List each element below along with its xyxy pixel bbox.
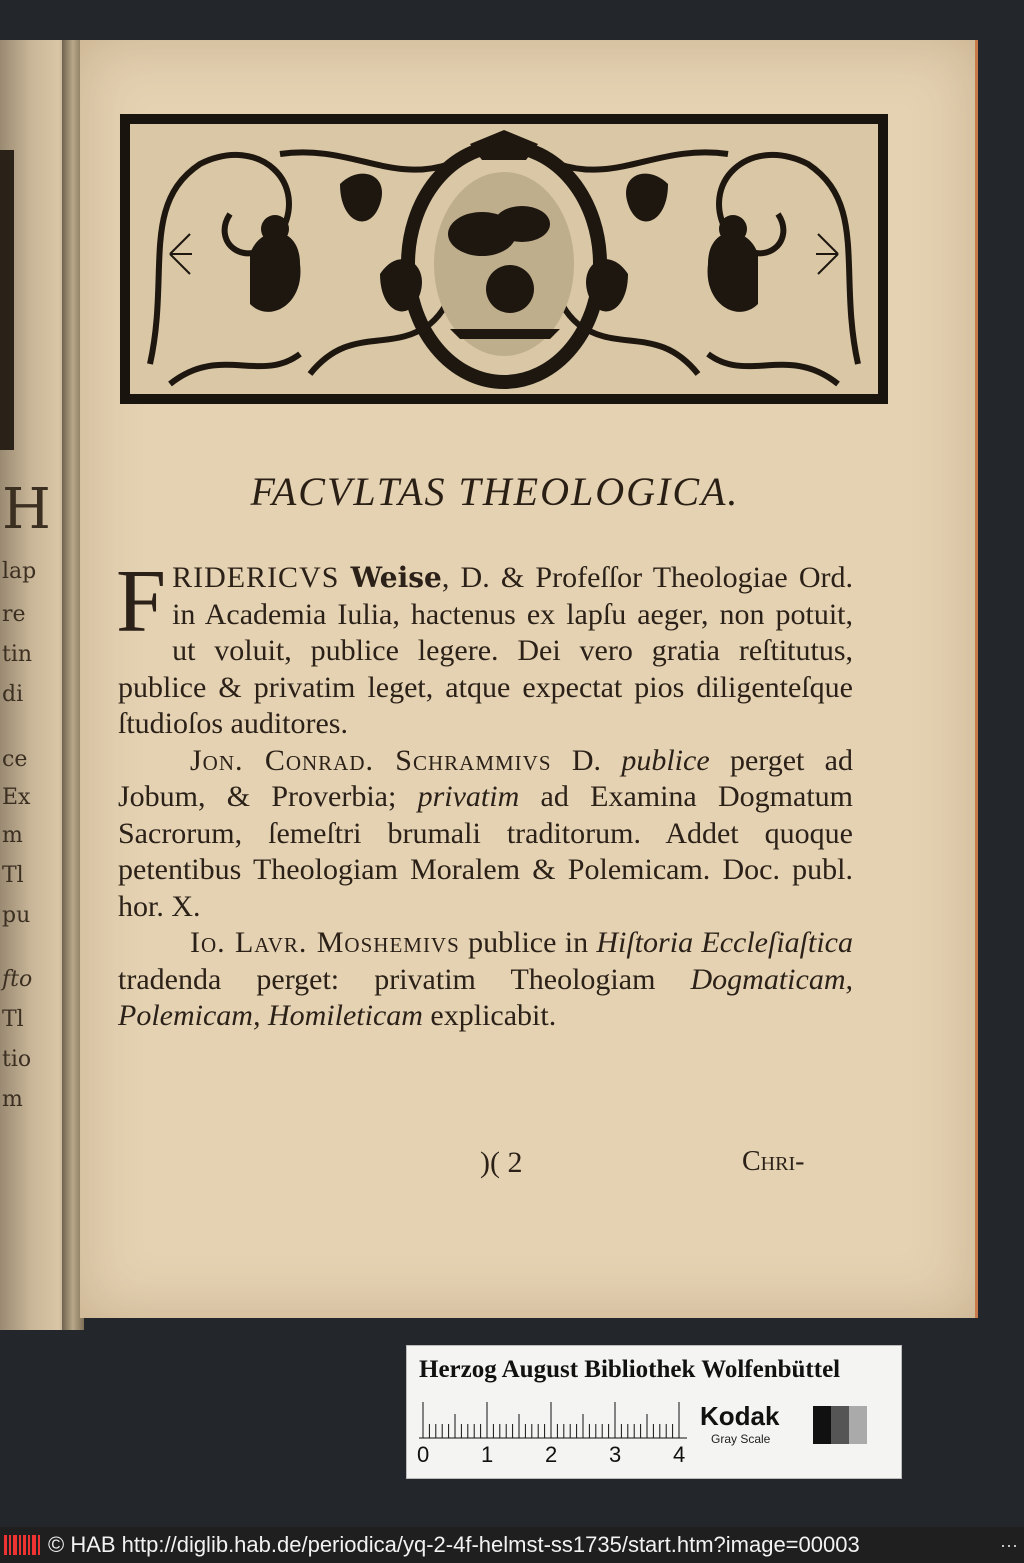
drop-cap: F (116, 552, 167, 651)
left-page-fragment: tio (2, 1047, 32, 1072)
paragraph-schrammius (118, 743, 853, 926)
more-icon[interactable]: ··· (1000, 1535, 1018, 1555)
ruler-scale (419, 1398, 687, 1442)
surname-fraktur: Weise (350, 561, 442, 594)
ruler-number: 1 (481, 1442, 494, 1467)
left-page-fragment: Ex (2, 785, 31, 810)
left-page-fragment: ce (2, 747, 28, 772)
gray-scale-label: Gray Scale (711, 1432, 771, 1446)
catchword: Chri- (742, 1146, 805, 1177)
book-page (80, 40, 978, 1318)
ruler-number: 3 (609, 1442, 622, 1467)
text-run: D. (551, 743, 622, 777)
ruler-number: 2 (545, 1442, 558, 1467)
left-page-fragment: m (2, 1087, 23, 1112)
color-calibration-card (406, 1345, 902, 1479)
gray-swatch-dark (831, 1406, 849, 1444)
kodak-logo: Kodak (700, 1401, 780, 1431)
left-page-fragment: Tl (2, 1007, 24, 1032)
italic-run: Dogmaticam, Polemicam, Homileticam (118, 962, 853, 1032)
left-page-fragment: Tl (2, 863, 24, 888)
headpiece-engraving (130, 124, 878, 394)
gray-swatch-black (813, 1406, 831, 1444)
paragraph-moshemius (118, 925, 853, 1035)
ornamental-headpiece (120, 114, 888, 404)
text-run: explicabit. (422, 999, 557, 1032)
copyright-url[interactable]: © HAB http://diglib.hab.de/periodica/yq-2-4f-helmst-ss1735/start.htm?image=00003 (48, 1532, 860, 1557)
gray-swatch-light (849, 1406, 867, 1444)
viewer-footer (0, 1527, 1024, 1563)
name-lead: Jon. Conrad. Schrammivs (190, 743, 552, 777)
left-page-fragment: H (2, 477, 51, 542)
ruler-number: 4 (673, 1442, 686, 1467)
left-page-fragment: tin (2, 642, 33, 667)
text-run: ad Examina Dogmatum Sacrorum, ſemeſtri brumali traditorum. Addet quoque petentibus Theologiam Moralem & Polemicam. Doc. publ. hor. X. (118, 780, 853, 923)
text-run: tradenda perget: privatim Theologiam (118, 962, 691, 996)
italic-run: publice (621, 743, 710, 777)
name-lead: Io. Lavr. Moshemivs (190, 926, 460, 959)
name-lead: RIDERICVS (172, 561, 340, 594)
ruler-number: 0 (417, 1442, 430, 1467)
left-page-fragment: fto (2, 967, 33, 992)
left-page-fragment: m (2, 823, 23, 848)
paragraph-text: , D. & Profeſſor Theologiae Ord. in Academia Iulia, hactenus ex lapſu aeger, non potuit, ut voluit, publice legere. Dei vero gratia reſtitutus, publice & privatim leget, atque expectat pios diligenteſque ſtudioſos auditores. (118, 561, 853, 740)
paragraph-weise (116, 552, 853, 743)
library-name: Herzog August Bibliothek Wolfenbüttel (419, 1356, 841, 1383)
text-run: perget ad Jobum, & Proverbia; (118, 743, 853, 813)
left-page-fragment: lap (2, 559, 37, 584)
text-run: publice in (459, 926, 597, 959)
left-page-fragment: di (2, 682, 24, 707)
section-title: FACVLTAS THEOLOGICA. (250, 469, 740, 514)
body-text (116, 552, 853, 1035)
barcode-icon (4, 1535, 44, 1555)
signature-mark: )( 2 (480, 1146, 523, 1179)
ruler-numbers (417, 1442, 697, 1470)
left-page-fragment: re (2, 602, 26, 627)
left-page-fragment: pu (2, 903, 31, 928)
italic-run: Hiſtoria Eccleſiaſtica (596, 926, 853, 959)
left-page-ornament-border (0, 150, 14, 450)
italic-run: privatim (417, 780, 520, 813)
